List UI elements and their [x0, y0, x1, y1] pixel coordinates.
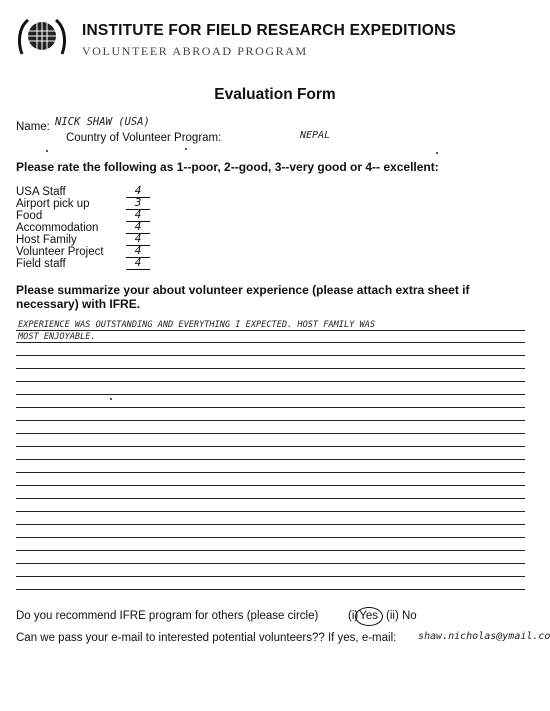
writing-line: [16, 563, 525, 564]
organization-name: INSTITUTE FOR FIELD RESEARCH EXPEDITIONS: [82, 22, 456, 39]
rating-label: Field staff: [16, 258, 66, 270]
rating-row-airport-pick-up: [16, 198, 90, 210]
summary-text-line1: EXPERIENCE WAS OUTSTANDING AND EVERYTHING I EXPECTED. HOST FAMILY WAS: [18, 320, 375, 330]
writing-line: [16, 537, 525, 538]
writing-line: [16, 407, 525, 408]
writing-line: [16, 355, 525, 356]
writing-line: [16, 498, 525, 499]
writing-line: [16, 576, 525, 577]
writing-line: [16, 446, 525, 447]
writing-line: [16, 524, 525, 525]
writing-line: [16, 368, 525, 369]
rating-row-food: [16, 210, 42, 222]
writing-line: [16, 342, 525, 343]
rating-row-host-family: [16, 234, 77, 246]
rating-row-usa-staff: [16, 186, 66, 198]
writing-line: [16, 433, 525, 434]
country-value: NEPAL: [300, 130, 331, 141]
recommend-option-no[interactable]: (ii) No: [386, 610, 417, 622]
summary-text-line2: MOST ENJOYABLE.: [18, 332, 96, 342]
writing-line: [16, 420, 525, 421]
rating-label: Food: [16, 210, 43, 222]
program-name: VOLUNTEER ABROAD PROGRAM: [82, 44, 308, 58]
writing-line: [16, 589, 525, 590]
rating-score-accommodation: 4: [126, 220, 150, 234]
rating-score-food: 4: [126, 208, 150, 222]
selected-circle-mark: [355, 607, 383, 626]
rating-row-volunteer-project: [16, 246, 104, 258]
rating-score-volunteer-project: 4: [126, 244, 150, 258]
writing-line: [16, 459, 525, 460]
summary-prompt-line2: necessary) with IFRE.: [16, 297, 141, 311]
rating-label: Volunteer Project: [16, 246, 104, 258]
globe-hands-logo-icon: [16, 14, 68, 58]
rating-score-usa-staff: 4: [126, 184, 150, 198]
rating-label: Host Family: [16, 234, 77, 246]
writing-line: [16, 550, 525, 551]
writing-line: [16, 511, 525, 512]
recommend-question: Do you recommend IFRE program for others (please circle): [16, 610, 319, 622]
rating-label: Airport pick up: [16, 198, 90, 210]
writing-line: [16, 485, 525, 486]
scan-speck: [185, 148, 187, 150]
writing-line: [16, 330, 525, 331]
rating-row-field-staff: [16, 258, 66, 270]
rating-score-airport-pick-up: 3: [126, 196, 150, 210]
writing-line: [16, 472, 525, 473]
name-label: Name:: [16, 121, 50, 133]
scan-speck: [46, 150, 48, 152]
email-question: Can we pass your e-mail to interested potential volunteers?? If yes, e-mail:: [16, 632, 397, 644]
rating-label: Accommodation: [16, 222, 99, 234]
option-yes-label: Yes: [358, 610, 379, 622]
rating-instructions: Please rate the following as 1--poor, 2--good, 3--very good or 4-- excellent:: [16, 160, 439, 174]
rating-row-accommodation: [16, 222, 98, 234]
rating-score-field-staff: 4: [126, 256, 150, 270]
writing-line: [16, 394, 525, 395]
scan-speck: [436, 152, 438, 154]
name-value: NICK SHAW (USA): [55, 116, 150, 128]
form-title: Evaluation Form: [214, 86, 336, 103]
country-label: Country of Volunteer Program:: [66, 132, 222, 144]
recommend-option-yes[interactable]: [348, 610, 379, 622]
writing-line: [16, 381, 525, 382]
rating-label: USA Staff: [16, 186, 66, 198]
summary-prompt-line1: Please summarize your about volunteer experience (please attach extra sheet if: [16, 283, 470, 297]
option-number: (i): [348, 610, 359, 622]
rating-score-host-family: 4: [126, 232, 150, 246]
scan-speck: [110, 398, 112, 400]
email-value: shaw.nicholas@ymail.co: [418, 631, 550, 642]
